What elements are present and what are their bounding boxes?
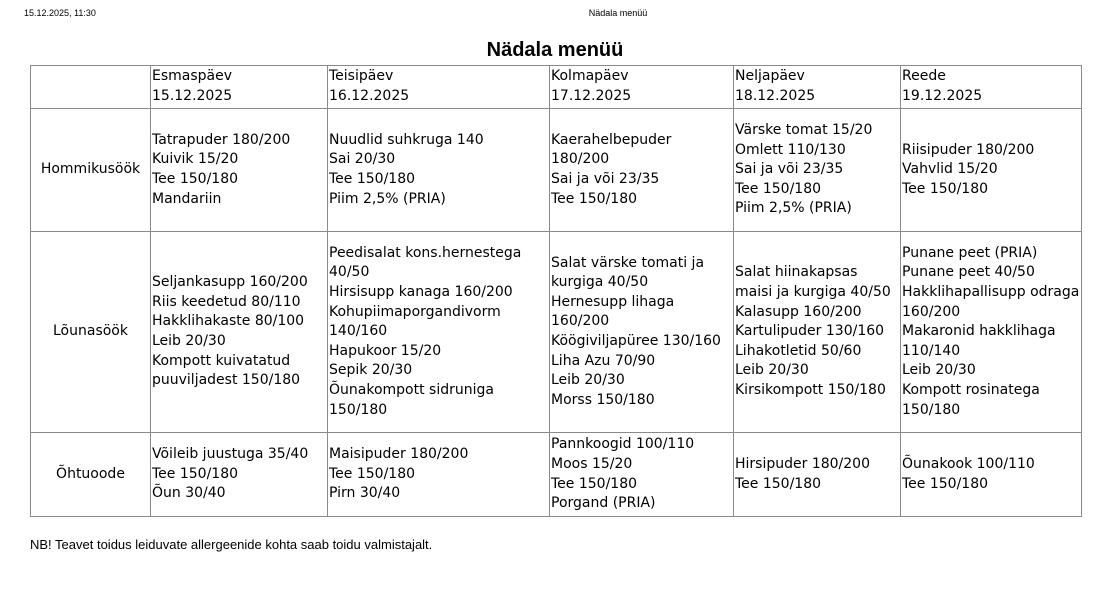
day-date: 18.12.2025 (735, 87, 816, 104)
menu-item: Nuudlid suhkruga 140 (329, 131, 484, 148)
day-name: Teisipäev (329, 68, 394, 84)
menu-item: Köögiviljapüree 130/160 (551, 333, 721, 349)
menu-item: Leib 20/30 (902, 362, 976, 379)
menu-item: Peedisalat kons.hernestega 40/50 (329, 244, 522, 281)
menu-item: Leib 20/30 (551, 372, 625, 389)
menu-cell (151, 232, 328, 433)
menu-item: Tee 150/180 (329, 465, 416, 482)
menu-item: Kohupiimaporgandivorm 140/160 (329, 303, 501, 340)
menu-item: Õunakook 100/110 (902, 455, 1035, 472)
menu-item: Õun 30/40 (152, 485, 226, 502)
menu-item: Sai ja või 23/35 (551, 171, 660, 187)
menu-item: Mandariin (152, 190, 222, 207)
meal-name: Lõunasöök (31, 232, 151, 433)
menu-item: Piim 2,5% (PRIA) (735, 200, 852, 217)
menu-cell (901, 433, 1082, 517)
menu-item: Hakklihakaste 80/100 (152, 313, 305, 330)
menu-item: Tee 150/180 (902, 180, 989, 197)
menu-item: Sepik 20/30 (329, 362, 413, 379)
day-date: 15.12.2025 (152, 87, 233, 104)
print-page-title (0, 8, 1111, 18)
meal-row (31, 109, 1082, 232)
menu-item: Tee 150/180 (551, 190, 638, 207)
menu-item: Tee 150/180 (152, 171, 239, 187)
day-date: 19.12.2025 (902, 87, 983, 104)
day-date: 17.12.2025 (551, 87, 632, 104)
menu-item: Moos 15/20 (551, 455, 633, 472)
day-name: Reede (902, 68, 946, 84)
menu-item: Tee 150/180 (551, 475, 638, 492)
menu-item: Tee 150/180 (902, 475, 989, 492)
day-date: 16.12.2025 (329, 87, 410, 104)
print-page-title-text: Nädala menüü (588, 8, 648, 18)
menu-item: Liha Azu 70/90 (551, 352, 656, 369)
menu-item: Punane peet (PRIA) (902, 244, 1038, 261)
day-header-cell (151, 66, 328, 109)
day-header-row (31, 66, 1082, 109)
menu-cell (734, 109, 901, 232)
menu-item: Pirn 30/40 (329, 485, 401, 502)
menu-item: Värske tomat 15/20 (735, 122, 873, 139)
menu-item: Riisipuder 180/200 (902, 141, 1035, 158)
menu-cell (550, 109, 734, 232)
menu-item: Sai ja või 23/35 (735, 161, 844, 178)
menu-cell (550, 232, 734, 433)
menu-item: Lihakotletid 50/60 (735, 342, 862, 359)
menu-item: Kompott rosinatega 150/180 (902, 381, 1040, 418)
menu-item: Leib 20/30 (735, 362, 809, 379)
day-header-cell (328, 66, 550, 109)
menu-item: Porgand (PRIA) (551, 495, 656, 512)
menu-item: Hapukoor 15/20 (329, 342, 442, 359)
menu-item: Hirsisupp kanaga 160/200 (329, 284, 513, 301)
menu-item: Tee 150/180 (152, 465, 239, 482)
menu-item: Omlett 110/130 (735, 141, 846, 158)
menu-item: Salat värske tomati ja kurgiga 40/50 (551, 254, 705, 291)
meal-name: Hommikusöök (31, 109, 151, 232)
menu-cell (151, 433, 328, 517)
menu-item: Kalasupp 160/200 (735, 303, 862, 320)
menu-item: Riis keedetud 80/110 (152, 293, 301, 310)
day-header-cell (901, 66, 1082, 109)
menu-item: Leib 20/30 (152, 333, 226, 349)
menu-item: Makaronid hakklihaga 110/140 (902, 323, 1056, 359)
allergen-note: NB! Teavet toidus leiduvate allergeenide kohta saab toidu valmistajalt. (30, 537, 433, 552)
day-name: Esmaspäev (152, 68, 233, 84)
menu-item: Hakklihapallisupp odraga 160/200 (902, 284, 1080, 320)
menu-item: Maisipuder 180/200 (329, 446, 469, 463)
menu-item: Hirsipuder 180/200 (735, 455, 870, 472)
menu-cell (901, 232, 1082, 433)
menu-cell (328, 109, 550, 232)
menu-item: Hernesupp lihaga 160/200 (551, 293, 675, 330)
menu-item: Tee 150/180 (329, 171, 416, 187)
menu-cell (328, 433, 550, 517)
menu-cell (901, 109, 1082, 232)
menu-item: Salat hiinakapsas maisi ja kurgiga 40/50 (735, 264, 891, 301)
page-title: Nädala menüü (486, 39, 624, 61)
menu-item: Tee 150/180 (735, 475, 822, 492)
menu-cell (550, 433, 734, 517)
menu-item: Morss 150/180 (551, 391, 655, 408)
menu-item: Kompott kuivatatud puuviljadest 150/180 (152, 352, 301, 389)
corner-cell (31, 66, 151, 109)
menu-item: Pannkoogid 100/110 (551, 436, 695, 453)
day-name: Neljapäev (735, 68, 805, 84)
menu-item: Võileib juustuga 35/40 (152, 446, 309, 463)
meal-name: Õhtuoode (31, 433, 151, 517)
menu-item: Kirsikompott 150/180 (735, 381, 886, 398)
menu-cell (328, 232, 550, 433)
meal-row (31, 232, 1082, 433)
menu-cell (734, 232, 901, 433)
day-name: Kolmapäev (551, 68, 629, 84)
weekly-menu-table (30, 65, 1082, 517)
menu-item: Kartulipuder 130/160 (735, 323, 885, 340)
meal-row (31, 433, 1082, 517)
menu-item: Kuivik 15/20 (152, 151, 239, 168)
menu-cell (734, 433, 901, 517)
menu-cell (151, 109, 328, 232)
menu-item: Seljankasupp 160/200 (152, 274, 308, 291)
print-datetime: 15.12.2025, 11:30 (24, 8, 96, 18)
menu-item: Tatrapuder 180/200 (152, 131, 291, 148)
menu-item: Kaerahelbepuder 180/200 (551, 131, 672, 168)
menu-item: Sai 20/30 (329, 151, 396, 168)
day-header-cell (734, 66, 901, 109)
day-header-cell (550, 66, 734, 109)
menu-item: Punane peet 40/50 (902, 264, 1035, 281)
menu-item: Õunakompott sidruniga 150/180 (329, 381, 494, 418)
menu-item: Tee 150/180 (735, 180, 822, 197)
menu-item: Vahvlid 15/20 (902, 161, 998, 178)
menu-item: Piim 2,5% (PRIA) (329, 190, 446, 207)
